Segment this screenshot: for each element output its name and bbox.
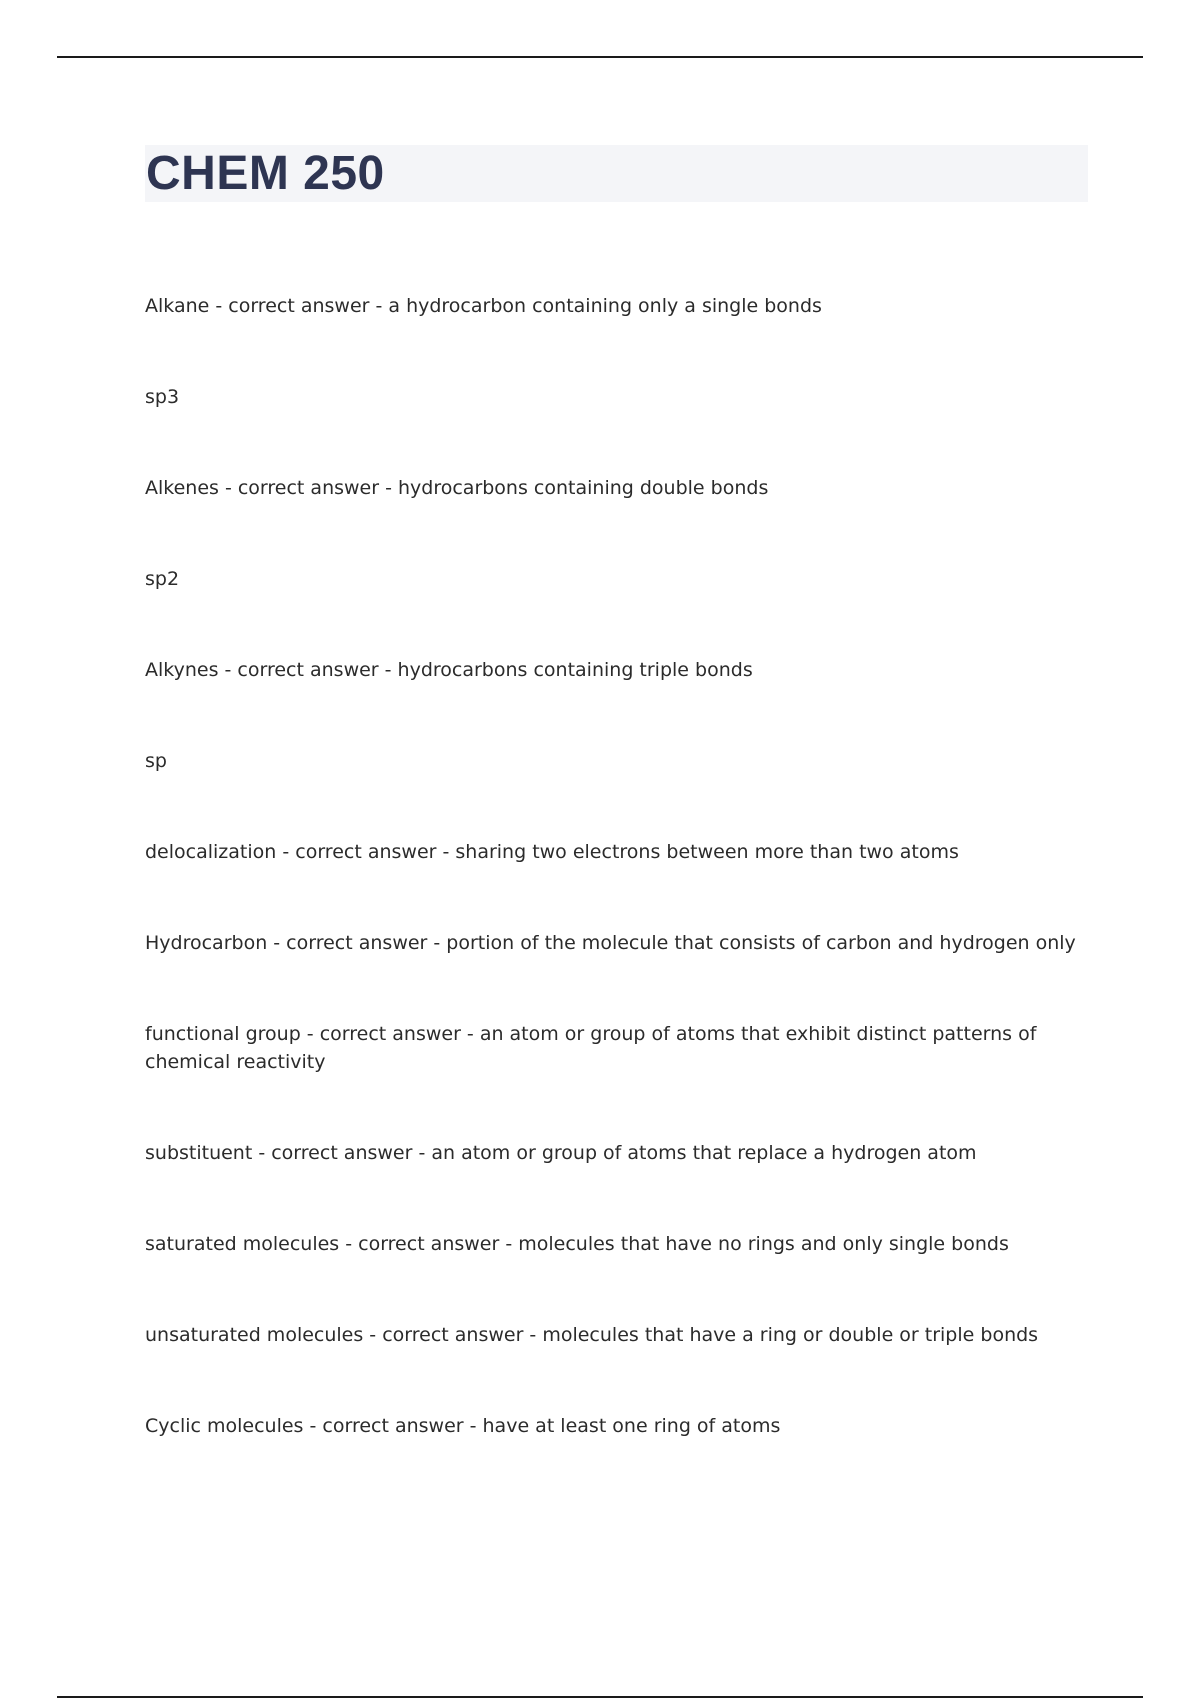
list-item: substituent - correct answer - an atom or group of atoms that replace a hydrogen atom [145,1142,977,1164]
bottom-rule [57,1696,1143,1698]
list-item: sp3 [145,386,180,408]
top-rule [57,56,1143,58]
list-item: Hydrocarbon - correct answer - portion of the molecule that consists of carbon and hydrogen only [145,932,1076,954]
list-item: sp [145,750,167,772]
list-item: sp2 [145,568,180,590]
list-item: Alkane - correct answer - a hydrocarbon containing only a single bonds [145,295,822,317]
list-item: saturated molecules - correct answer - molecules that have no rings and only single bonds [145,1233,1009,1255]
list-item: unsaturated molecules - correct answer - molecules that have a ring or double or triple bonds [145,1324,1039,1346]
list-item: delocalization - correct answer - sharing two electrons between more than two atoms [145,841,959,863]
list-item: Alkenes - correct answer - hydrocarbons containing double bonds [145,477,769,499]
list-item: Alkynes - correct answer - hydrocarbons containing triple bonds [145,659,753,681]
page-title: CHEM 250 [146,147,385,200]
list-item: Cyclic molecules - correct answer - have at least one ring of atoms [145,1415,781,1437]
list-item: functional group - correct answer - an atom or group of atoms that exhibit distinct patterns of chemical reactivity [145,1023,1037,1073]
